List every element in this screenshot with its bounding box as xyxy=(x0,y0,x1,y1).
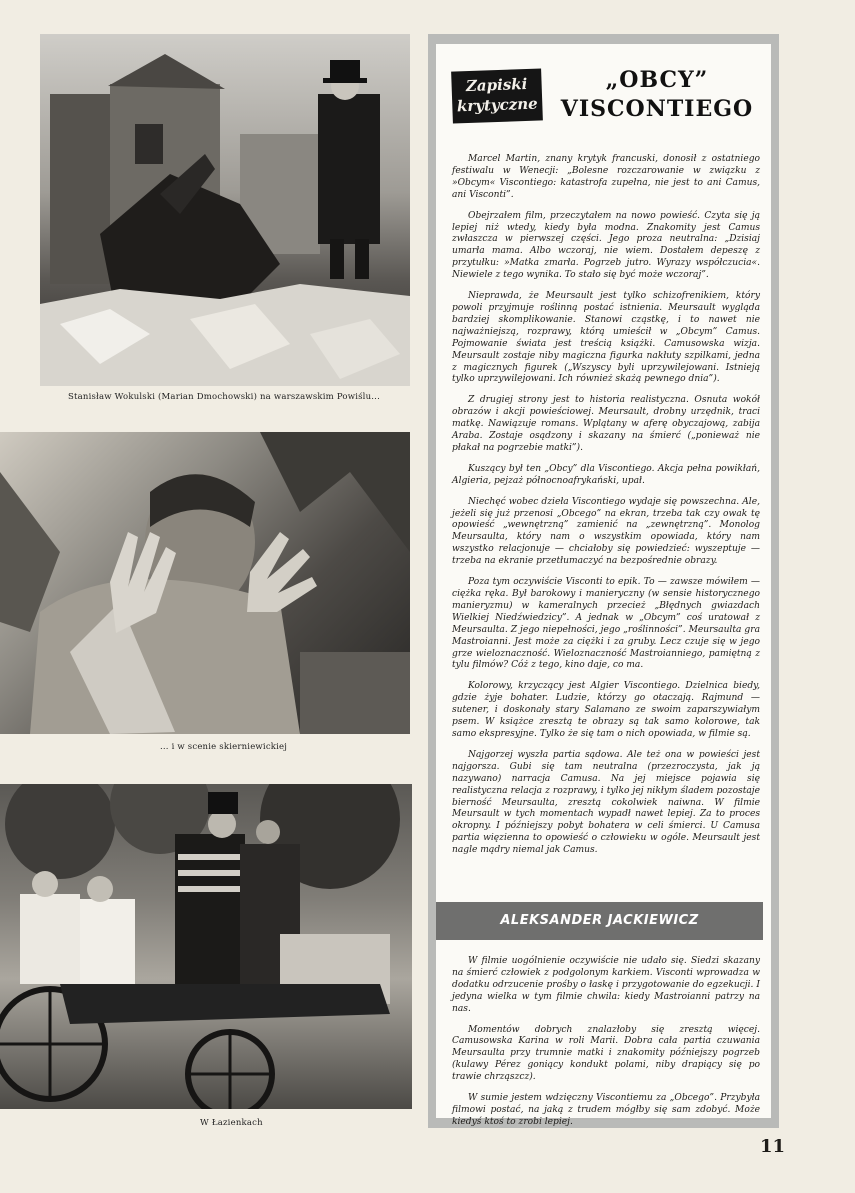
zapiski-krytyczne-logo xyxy=(451,68,543,123)
paragraph: W sumie jestem wdzięczny Viscontiemu za „Obcego”. Przybyła filmowi postać, na jaką z trudem mógłby się sam zdobyć. Może kiedyś ktoś to zrobi lepiej. xyxy=(452,1093,760,1127)
article-body xyxy=(452,154,760,866)
author-banner: ALEKSANDER JACKIEWICZ xyxy=(436,902,763,940)
photo-wokulski-powisle xyxy=(40,34,410,386)
paragraph: Marcel Martin, znany krytyk francuski, donosił z ostatniego festiwalu w Wenecji: „Bolesne rozczarowanie w związku z »Obcym« Viscontiego: katastrofa zupełna, nie jest to ani Camus, ani Visconti”. xyxy=(452,154,760,200)
article-panel xyxy=(428,34,779,1128)
article-body-continued xyxy=(452,956,760,1138)
photo1-caption: Stanisław Wokulski (Marian Dmochowski) na warszawskim Powiślu... xyxy=(68,392,380,402)
paragraph: Niechęć wobec dzieła Viscontiego wydaje się powszechna. Ale, jeżeli się już przenosi „Obcego” na ekran, trzeba tak czy owak tę opowieść „wewnętrzną” zamienić na „zewnętrzną”. Monolog Meursaulta, który nam o wszystkim opowiada, który nam wszystko relacjonuje — chciałoby się powiedzieć: wyszeptuje — trzeba na ekranie przetłumaczyć na bezpośrednie obrazy. xyxy=(452,496,760,567)
page-number: 11 xyxy=(760,1136,786,1157)
photo3-caption: W Łazienkach xyxy=(200,1118,263,1128)
article-title xyxy=(548,66,766,124)
paragraph: Poza tym oczywiście Visconti to epik. To — zawsze mówiłem — ciężka ręka. Był barokowy i manieryczny (w sensie historycznego manieryzmu) w kameralnych przecież „Błędnych gwiazdach Wielkiej Niedźwiedzicy”. A jednak w „Obcym” coś uratował z Meursaulta. Z jego niepełności, jego „roślinności”. Meursaulta gra Mastroianni. Jest może za ciężki i za gruby. Lecz czuje się w jego grze wieloznaczność. Wieloznaczność Mastroianniego, pamiętną z tylu filmów? Cóż z tego, kino daje, co ma. xyxy=(452,577,760,671)
paragraph: Kolorowy, krzyczący jest Algier Viscontiego. Dzielnica biedy, gdzie żyje bohater. Ludzie, którzy go otaczają. Rajmund — sutener, i doskonały stary Salamano ze swoim zaparszywiałym psem. W książce zresztą te obrazy są tak samo kolorowe, tak samo ekspresyjne. Tylko że się tam o nich opowiada, w filmie są. xyxy=(452,681,760,739)
logo-line2: krytyczne xyxy=(456,94,538,116)
paragraph: Najgorzej wyszła partia sądowa. Ale też ona w powieści jest najgorsza. Gubi się tam neutralna (przezroczysta, jak ją nazywano) narracja Camusa. Na jej miejsce pojawia się realistyczna relacja z rozprawy, i tylko jej nikłym śladem pozostaje bierność Meursaulta, zresztą cokolwiek naiwna. W filmie Meursault w tych momentach wypadł nawet lepiej. Za to proces okropny. I późniejszy pobyt bohatera w celi śmierci. U Camusa partia więzienna to opowieść o człowieku w ogóle. Meursault jest nagle mądry niemal jak Camus. xyxy=(452,749,760,856)
paragraph: W filmie uogólnienie oczywiście nie udało się. Siedzi skazany na śmierć człowiek z podgolonym karkiem. Visconti wprowadza w dodatku odrzucenie prośby o łaskę i przygotowanie do egzekucji. I jedyna wielka w tym filmie chwila: kiedy Mastroianni patrzy na nas. xyxy=(452,956,760,1014)
photo2-caption: ... i w scenie skierniewickiej xyxy=(160,742,288,752)
logo-line1: Zapiski xyxy=(465,74,528,96)
paragraph: Kuszący był ten „Obcy” dla Viscontiego. Akcja pełna powikłań, Algieria, pejzaż północnoafrykański, upał. xyxy=(452,463,760,486)
paragraph: Nieprawda, że Meursault jest tylko schizofrenikiem, który powoli przyjmuje roślinną postać istnienia. Meursault wygląda bardziej skomplikowanie. Stanowi cząstkę, i to nawet nie najważniejszą, rozprawy, którą umieścił w „Obcym” Camus. Pojmowanie świata jest treścią książki. Camusowska wizja. Meursault zostaje niby magiczna figurka nakłuty szpilkami, jedna z magicznych figurek („Wszyscy byli uprzywilejowani. Istnieją tylko uprzywilejowani. Ich również skażą pewnego dnia”). xyxy=(452,291,760,385)
photo-lazienki xyxy=(0,784,412,1109)
paragraph: Obejrzałem film, przeczytałem na nowo powieść. Czyta się ją lepiej niż wtedy, kiedy była modna. Znakomity jest Camus zwłaszcza w pierwszej części. Jego proza neutralna: „Dzisiaj umarła mama. Albo wczoraj, nie wiem. Dostałem depeszę z przytułku: »Matka zmarła. Pogrzeb jutro. Wyrazy współczucia«. Niewiele z tego wynika. To stało się być może wczoraj”. xyxy=(452,210,760,281)
article-panel-inner xyxy=(436,44,771,1127)
photo-skierniewice-scene xyxy=(0,432,410,734)
paragraph: Momentów dobrych znalazłoby się zresztą więcej. Camusowska Karina w roli Marii. Dobra cała partia czuwania Meursaulta przy trumnie matki i znakomity późniejszy pogrzeb (kulawy Pérez goniący kondukt polami, niby drapiący się po trawie chrząszcz). xyxy=(452,1024,760,1083)
title-line2: VISCONTIEGO xyxy=(560,96,754,122)
title-line1: „OBCY” xyxy=(605,67,709,93)
paragraph: Z drugiej strony jest to historia realistyczna. Osnuta wokół obrazów i akcji powieściowej. Meursault, drobny urzędnik, traci matkę. Nawiązuje romans. Wplątany w aferę obyczajową, zabija Araba. Zostaje osądzony i skazany na śmierć („ponieważ nie płakał na pogrzebie matki”). xyxy=(452,395,760,453)
